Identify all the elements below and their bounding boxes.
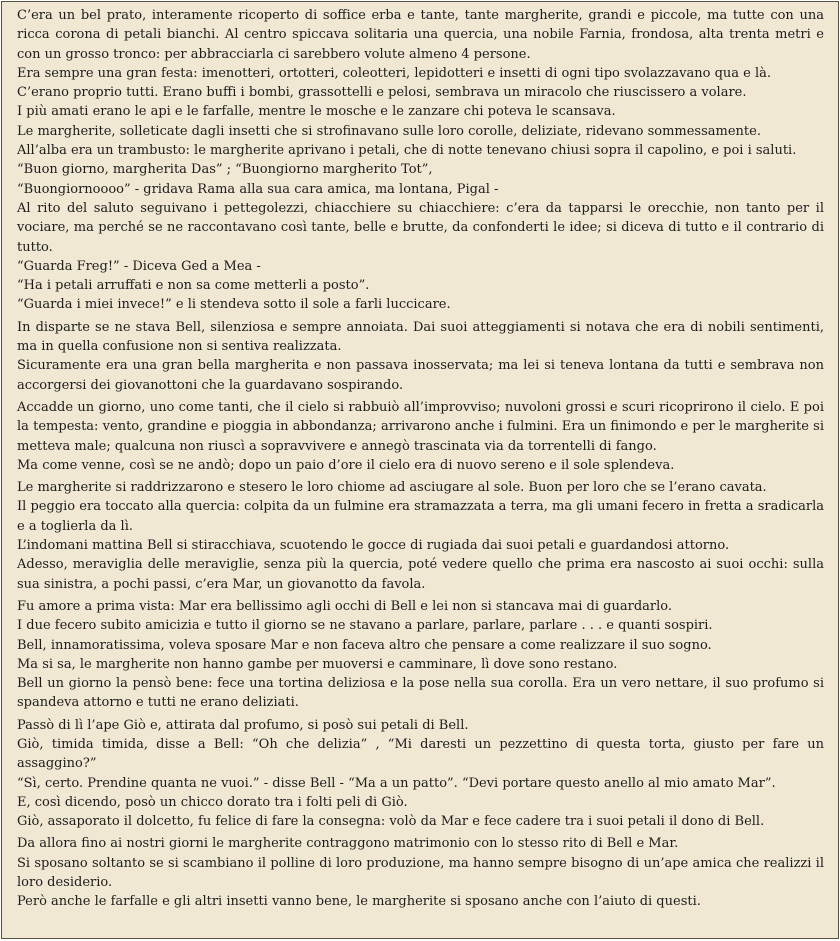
text-line: Il peggio era toccato alla quercia: colpita da un fulmine era stramazzata a terra, ma gli umani fecero in fretta a sradicarla e a toglierla da lì. bbox=[17, 499, 824, 534]
text-line: Giò, assaporato il dolcetto, fu felice di fare la consegna: volò da Mar e fece cadere tra i suoi petali il dono di Bell. bbox=[17, 814, 765, 830]
text-line: I più amati erano le api e le farfalle, mentre le mosche e le zanzare chi poteva le scansava. bbox=[17, 104, 616, 120]
text-line: All’alba era un trambusto: le margherite aprivano i petali, che di notte tenevano chiusi sopra il capolino, e poi i saluti. bbox=[17, 143, 797, 159]
dialogue-line: “Guarda i miei invece!” e li stendeva sotto il sole a farli luccicare. bbox=[17, 297, 451, 313]
text-line: L’indomani mattina Bell si stiracchiava, scuotendo le gocce di rugiada dai suoi petali e guardandosi attorno. bbox=[17, 538, 730, 554]
text-line: I due fecero subito amicizia e tutto il giorno se ne stavano a parlare, parlare, parlare . . . e quanti sospiri. bbox=[17, 618, 713, 634]
text-line: Bell un giorno la pensò bene: fece una tortina deliziosa e la pose nella sua corolla. Era un vero nettare, il suo profumo si spandeva attorno e tutti ne erano deliziati. bbox=[17, 676, 824, 711]
text-line: Al rito del saluto seguivano i pettegolezzi, chiacchiere su chiacchiere: c’era da tapparsi le orecchie, non tanto per il vociare, ma perché se ne raccontavano così tante, belle e brutte, da confonderti le idee; si diceva di tutto e il contrario di tutto. bbox=[17, 200, 824, 255]
text-line: Fu amore a prima vista: Mar era bellissimo agli occhi di Bell e lei non si stancava mai di guardarlo. bbox=[17, 598, 672, 614]
dialogue-line: “Sì, certo. Prendine quanta ne vuoi.” - disse Bell - “Ma a un patto”. “Devi portare questo anello al mio amato Mar”. bbox=[17, 775, 776, 791]
text-line: Era sempre una gran festa: imenotteri, ortotteri, coleotteri, lepidotteri e insetti di ogni tipo svolazzavano qua e là. bbox=[17, 65, 772, 81]
paragraph-tempesta bbox=[17, 398, 824, 475]
text-line: C’erano proprio tutti. Erano buffi i bombi, grassottelli e pelosi, sembrava un miracolo che riuscissero a volare. bbox=[17, 85, 747, 101]
text-line: Le margherite si raddrizzarono e stesero le loro chiome ad asciugare al sole. Buon per loro che se l’erano cavata. bbox=[17, 480, 767, 496]
text-line: Bell, innamoratissima, voleva sposare Mar e non faceva altro che pensare a come realizzare il suo sogno. bbox=[17, 637, 712, 653]
dialogue-line: “Buongiornoooo” - gridava Rama alla sua cara amica, ma lontana, Pigal - bbox=[17, 181, 499, 197]
text-line: Accadde un giorno, uno come tanti, che il cielo si rabbuiò all’improvviso; nuvoloni grossi e scuri ricoprirono il cielo. E poi la tempesta: vento, grandine e pioggia in abbondanza; arrivarono anche i fulmini. Era un finimondo e per le margherite si metteva male; qualcuna non riuscì a sopravvivere e annegò trascinata via da torrentelli di fango. bbox=[17, 399, 824, 454]
dialogue-line: “Buon giorno, margherita Das” ; “Buongiorno margherito Tot”, bbox=[17, 162, 433, 178]
text-line: Però anche le farfalle e gli altri insetti vanno bene, le margherite si sposano anche con l’aiuto di questi. bbox=[17, 894, 701, 910]
dialogue-line: Giò, timida timida, disse a Bell: “Oh che delizia” , “Mi daresti un pezzettino di questa torta, giusto per fare un assaggino?” bbox=[17, 736, 824, 772]
text-line: Ma come venne, così se ne andò; dopo un paio d’ore il cielo era di nuovo sereno e il sole splendeva. bbox=[17, 457, 675, 473]
text-line: In disparte se ne stava Bell, silenziosa e sempre annoiata. Dai suoi atteggiamenti si notava che era di nobili sentimenti, ma in quella confusione non si sentiva realizzata. bbox=[17, 319, 824, 355]
text-line: E, così dicendo, posò un chicco dorato tra i folti peli di Giò. bbox=[17, 794, 408, 810]
text-line: Adesso, meraviglia delle meraviglie, senza più la quercia, poté vedere quello che prima era nascosto ai suoi occhi: sulla sua sinistra, a pochi passi, c’era Mar, un giovanotto da favola. bbox=[17, 557, 824, 592]
dialogue-line: “Ha i petali arruffati e non sa come metterli a posto”. bbox=[17, 278, 370, 294]
text-line: Le margherite, solleticate dagli insetti che si strofinavano sulle loro corolle, deliziate, ridevano sommessamente. bbox=[17, 123, 761, 139]
paragraph-prato bbox=[17, 6, 824, 315]
text-line: C’era un bel prato, interamente ricoperto di soffice erba e tante, tante margherite, grandi e piccole, ma tutte con una ricca corona di petali bianchi. Al centro spiccava solitaria una quercia, una nobile Farnia, frondosa, alta trenta metri e con un grosso tronco: per abbracciarla ci sarebbero volute almeno 4 persone. bbox=[17, 8, 824, 62]
story-text bbox=[17, 6, 824, 912]
text-line: Ma si sa, le margherite non hanno gambe per muoversi e camminare, lì dove sono restano. bbox=[17, 656, 618, 672]
document-page bbox=[1, 1, 839, 939]
paragraph-quercia bbox=[17, 478, 824, 594]
text-line: Da allora fino ai nostri giorni le margherite contraggono matrimonio con lo stesso rito di Bell e Mar. bbox=[17, 836, 679, 852]
paragraph-bell bbox=[17, 318, 824, 395]
dialogue-line: “Guarda Freg!” - Diceva Ged a Mea - bbox=[17, 258, 261, 274]
paragraph-ape-gio bbox=[17, 716, 824, 832]
paragraph-conclusione bbox=[17, 834, 824, 911]
text-line: Si sposano soltanto se si scambiano il polline di loro produzione, ma hanno sempre bisogno di un’ape amica che realizzi il loro desiderio. bbox=[17, 855, 824, 891]
text-line: Passò di lì l’ape Giò e, attirata dal profumo, si posò sui petali di Bell. bbox=[17, 717, 469, 733]
text-line: Sicuramente era una gran bella margherita e non passava inosservata; ma lei si teneva lontana da tutti e sembrava non accorgersi dei giovanottoni che la guardavano sospirando. bbox=[17, 358, 824, 393]
paragraph-amore bbox=[17, 597, 824, 713]
